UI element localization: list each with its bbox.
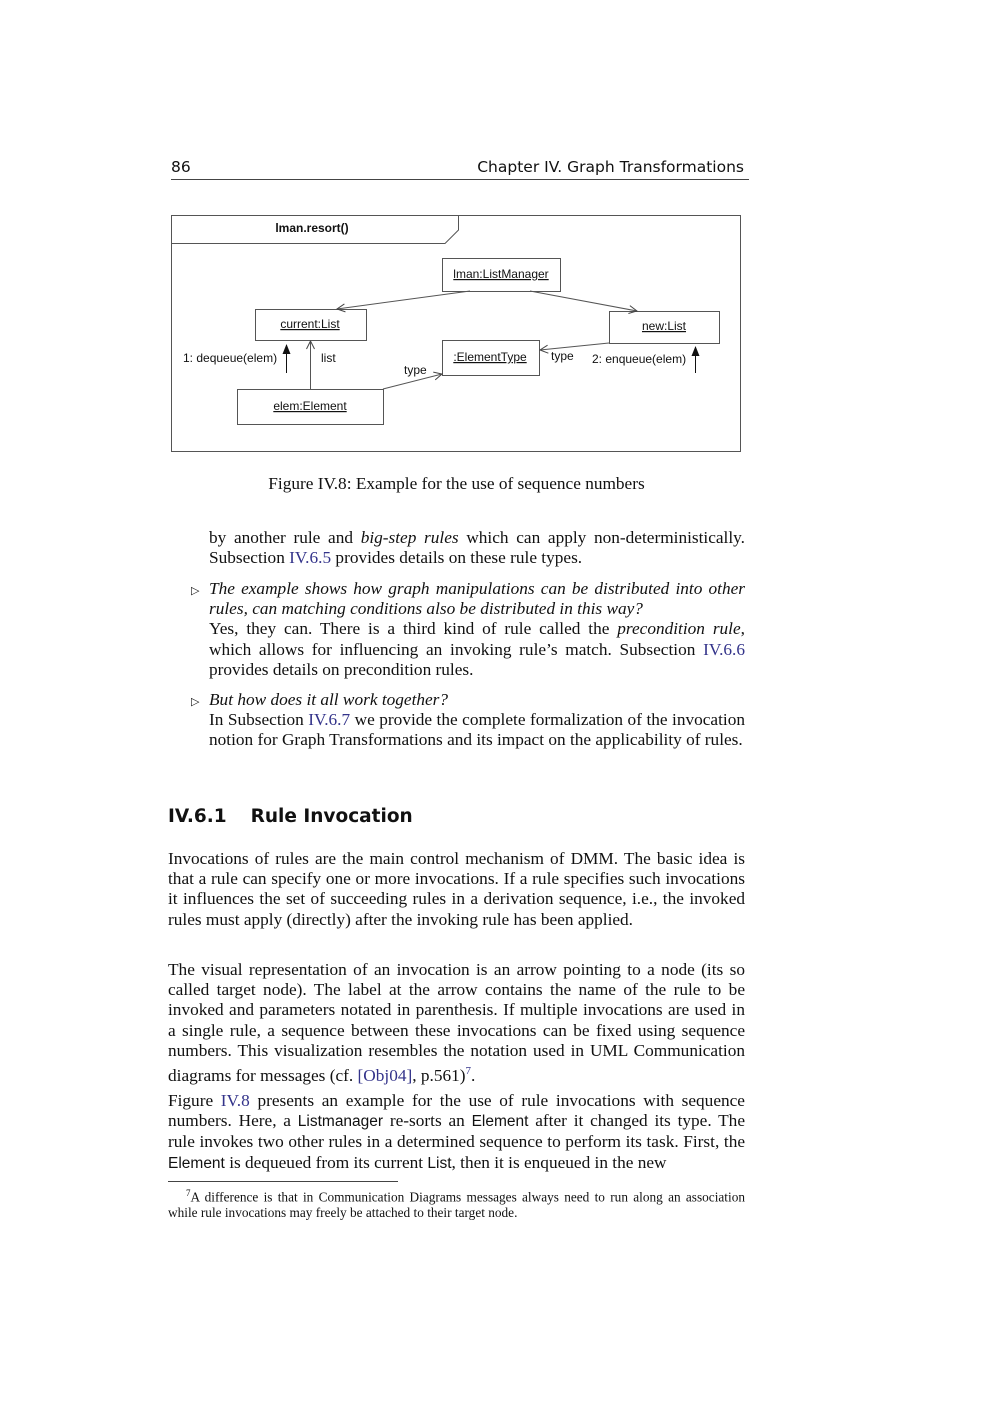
frame: [172, 216, 741, 452]
running-header: Chapter IV. Graph Transformations: [477, 158, 744, 176]
paragraph: Figure IV.8 presents an example for the use of rule invocations with sequence numbers. Here, a Listmanager re-sorts an Element after it changed its type. The rule invokes two other rules in a determined sequence to perform its task. First, the Element is dequeued from its current List, then it is enqueued in the new: [168, 1091, 745, 1172]
node-current-label: current:List: [280, 317, 340, 331]
paragraph: Invocations of rules are the main control mechanism of DMM. The basic idea is that a rule can specify one or more invocations. If a rule specifies such invocations it influences the set of succeeding rules in a derivation sequence, i.e., the invoked rules must apply (directly) after the invoking rule has been applied.: [168, 849, 745, 929]
section-heading: IV.6.1 Rule Invocation: [168, 806, 413, 827]
figure-diagram: [0, 0, 1000, 470]
paragraph: The visual representation of an invocation is an arrow pointing to a node (its so called target node). The label at the arrow contains the name of the rule to be invoked and parameters notated in parenthesis. If multiple invocations are used in a single rule, a sequence between these invocations can be fixed using sequence numbers. This visualization resembles the notation used in UML Communication diagrams for messages (cf. [Obj04], p.561)$^7$.: [168, 960, 745, 1085]
node-new-label: new:List: [641, 319, 687, 333]
label-dequeue: 1: dequeue(elem): [183, 351, 278, 365]
question-item: ▷ The example shows how graph manipulations can be distributed into other rules, can matching conditions also be distributed in this way? Yes, they can. There is a third kind of rule called the precondition rule, which allows for influencing an invoking rule’s match. Subsection IV.6.6 provides details on precondition rules.: [191, 579, 745, 679]
figure-caption: Figure IV.8: Example for the use of sequence numbers: [268, 474, 645, 493]
link-figure-iv-8[interactable]: IV.8: [220, 1091, 250, 1110]
node-elem-label: elem:Element: [273, 399, 347, 413]
triangle-bullet-icon: ▷: [191, 695, 200, 708]
page-number: 86: [171, 158, 191, 176]
edge-manager-new: [530, 291, 637, 311]
footnote-rule: [168, 1181, 398, 1182]
label-type-right: type: [551, 349, 574, 363]
footnote-ref[interactable]: 7: [465, 1065, 472, 1078]
link-obj04[interactable]: [Obj04]: [357, 1065, 413, 1085]
triangle-bullet-icon: ▷: [191, 584, 200, 597]
link-iv-6-6[interactable]: IV.6.6: [703, 639, 745, 659]
node-element-type-label: :ElementType: [453, 350, 527, 364]
link-iv-6-7[interactable]: IV.6.7: [308, 710, 351, 730]
link-iv-6-5[interactable]: IV.6.5: [289, 548, 332, 568]
label-type-left: type: [404, 363, 427, 377]
label-enqueue: 2: enqueue(elem): [592, 352, 687, 366]
paragraph: by another rule and big-step rules which can apply non-deterministically. Subsection IV.6.5 provides details on these rule types.: [209, 528, 746, 568]
question-item: ▷ But how does it all work together? In Subsection IV.6.7 we provide the complete formalization of the invocation notion for Graph Transformations and its impact on the applicability of rules.: [191, 690, 745, 750]
edge-manager-current: [337, 291, 470, 309]
footnote: $^7$A difference is that in Communication Diagrams messages always need to run along an association while rule invocations may freely be attached to their target node.: [168, 1188, 745, 1221]
node-manager-label: lman:ListManager: [453, 267, 549, 281]
frame-title: lman.resort(): [275, 221, 349, 235]
label-list: list: [321, 351, 336, 365]
